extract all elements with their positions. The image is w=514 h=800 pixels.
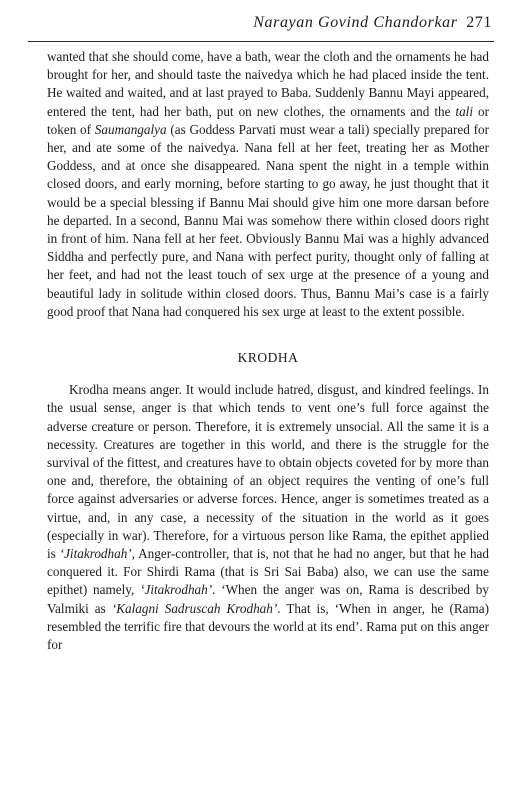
text-run: (as Goddess Parvati must wear a tali) specially prepared for her, and ate some of the naivedya. Nana fell at her feet, treating her as Mother Goddess, and at once she disappeared. Nana spent the night in a temple within closed doors, and early morning, before starting to go away, he just thought that it would be a special blessing if Bannu Mai should give him one more darsan before he departed. In a second, Bannu Mai was somehow there within closed doors right in front of him. Nana fell at her feet. Obviously Bannu Mai was a highly advanced Siddha and perfectly pure, and Nana with perfect purity, thought only of falling at her feet, and had not the least touch of sex urge at the presence of a young and beautiful lady in solitude within closed doors. Thus, Bannu Mai’s case is a fairly good proof that Nana had conquered his sex urge at least to the extent possible. [47,121,489,319]
italic-term: tali [455,103,474,119]
text-run: Krodha means anger. It would include hatred, disgust, and kindred feelings. In the usual sense, anger is that which tends to vent one’s full force against the adverse creature or person. Therefore, it is extremely unsocial. All the same it is a necessity. Creatures are together in this world, and there is the struggle for the survival of the fittest, and creatures have to obtain objects coveted for by more than one and, therefore, the obtaining of an object requires the venting of one’s full force against adversaries or adverse forces. Hence, anger is sometimes treated as a virtue, and, in any case, a necessity of the situation in the world as it goes (especially in war). Therefore, for a virtuous person like Rama, the epithet applied is [47,382,489,562]
paragraph-krodha [47,381,489,654]
text-run: wanted that she should come, have a bath, wear the cloth and the ornaments he had brought for her, and should taste the naivedya which he had placed inside the tent. He waited and waited, and at last prayed to Baba. Suddenly Bannu Mayi appeared, entered the tent, had her bath, put on new clothes, the ornaments and the [47,49,489,119]
header-rule [28,41,494,42]
page-number: 271 [466,14,492,31]
text-run: or token of [47,103,489,137]
text-run: , Anger-controller, that is, not that he had no anger, but that he had conquered it. For Shirdi Rama (that is Sri Sai Baba) also, we can use the same epithet) namely, [47,546,489,598]
text-run: . ‘When the anger was on, Rama is described by Valmiki as [47,582,489,616]
running-title: Narayan Govind Chandorkar [253,14,458,31]
italic-term: Saumangalya [94,121,167,137]
italic-term: ‘Jitakrodhah’ [140,582,213,598]
running-header [30,14,492,38]
paragraph-continued [47,48,489,321]
italic-term: ‘Kalagni Sadruscah Krodhah’ [111,600,278,616]
text-run: . That is, ‘When in anger, he (Rama) resembled the terrific fire that devours the world at its end’. Rama put on this anger for [47,600,489,653]
page-body [47,48,489,654]
section-heading: KRODHA [237,350,299,366]
italic-term: ‘Jitakrodhah’ [59,546,132,562]
